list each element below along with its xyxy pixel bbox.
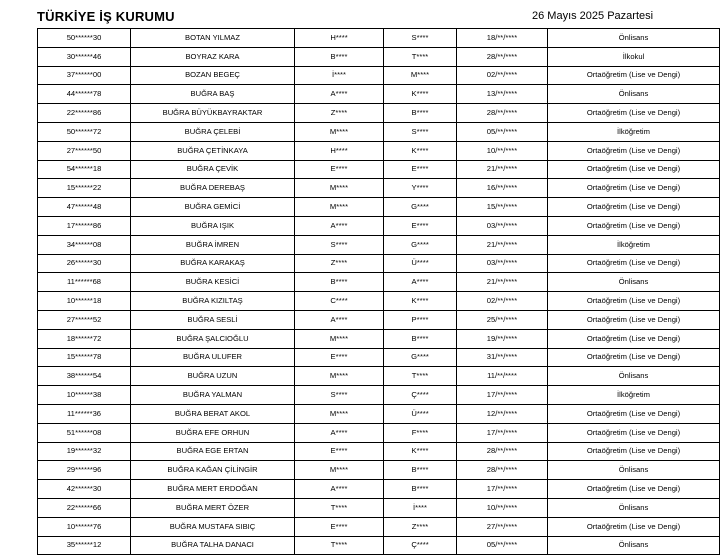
- masked-id-cell: 19******32: [38, 442, 131, 461]
- full-name-cell: BUĞRA MERT ERDOĞAN: [131, 480, 295, 499]
- first-initial-cell: H****: [295, 29, 384, 48]
- first-initial-cell: B****: [295, 273, 384, 292]
- first-initial-cell: M****: [295, 367, 384, 386]
- education-level-cell: Önlisans: [548, 498, 720, 517]
- second-initial-cell: T****: [384, 47, 457, 66]
- report-date: 26 Mayıs 2025 Pazartesi: [532, 10, 654, 22]
- second-initial-cell: Y****: [384, 179, 457, 198]
- masked-id-cell: 18******72: [38, 329, 131, 348]
- second-initial-cell: K****: [384, 442, 457, 461]
- full-name-cell: BOTAN YILMAZ: [131, 29, 295, 48]
- second-initial-cell: G****: [384, 235, 457, 254]
- birth-date-cell: 16/**/****: [457, 179, 548, 198]
- education-level-cell: İlkokul: [548, 47, 720, 66]
- table-row: [38, 104, 720, 123]
- table-row: [38, 404, 720, 423]
- second-initial-cell: A****: [384, 273, 457, 292]
- education-level-cell: İlköğretim: [548, 235, 720, 254]
- masked-id-cell: 38******54: [38, 367, 131, 386]
- masked-id-cell: 42******30: [38, 480, 131, 499]
- table-row: [38, 179, 720, 198]
- birth-date-cell: 21/**/****: [457, 235, 548, 254]
- full-name-cell: BUĞRA BAŞ: [131, 85, 295, 104]
- masked-id-cell: 37******00: [38, 66, 131, 85]
- table-row: [38, 66, 720, 85]
- education-level-cell: Ortaöğretim (Lise ve Dengi): [548, 517, 720, 536]
- first-initial-cell: T****: [295, 498, 384, 517]
- education-level-cell: Ortaöğretim (Lise ve Dengi): [548, 104, 720, 123]
- full-name-cell: BUĞRA KIZILTAŞ: [131, 292, 295, 311]
- table-row: [38, 310, 720, 329]
- birth-date-cell: 19/**/****: [457, 329, 548, 348]
- full-name-cell: BUĞRA UZUN: [131, 367, 295, 386]
- education-level-cell: Ortaöğretim (Lise ve Dengi): [548, 480, 720, 499]
- birth-date-cell: 17/**/****: [457, 386, 548, 405]
- masked-id-cell: 17******86: [38, 216, 131, 235]
- table-row: [38, 160, 720, 179]
- second-initial-cell: B****: [384, 480, 457, 499]
- table-row: [38, 122, 720, 141]
- first-initial-cell: M****: [295, 179, 384, 198]
- full-name-cell: BUĞRA YALMAN: [131, 386, 295, 405]
- second-initial-cell: E****: [384, 160, 457, 179]
- full-name-cell: BOZAN BEGEÇ: [131, 66, 295, 85]
- education-level-cell: Ortaöğretim (Lise ve Dengi): [548, 198, 720, 217]
- table-row: [38, 198, 720, 217]
- birth-date-cell: 15/**/****: [457, 198, 548, 217]
- education-level-cell: Önlisans: [548, 273, 720, 292]
- first-initial-cell: A****: [295, 310, 384, 329]
- masked-id-cell: 11******68: [38, 273, 131, 292]
- full-name-cell: BUĞRA ÇEVİK: [131, 160, 295, 179]
- masked-id-cell: 15******78: [38, 348, 131, 367]
- first-initial-cell: E****: [295, 442, 384, 461]
- masked-id-cell: 15******22: [38, 179, 131, 198]
- birth-date-cell: 28/**/****: [457, 461, 548, 480]
- birth-date-cell: 18/**/****: [457, 29, 548, 48]
- first-initial-cell: S****: [295, 386, 384, 405]
- table-row: [38, 367, 720, 386]
- birth-date-cell: 21/**/****: [457, 273, 548, 292]
- table-row: [38, 386, 720, 405]
- table-row: [38, 517, 720, 536]
- table-row: [38, 442, 720, 461]
- full-name-cell: BUĞRA KARAKAŞ: [131, 254, 295, 273]
- education-level-cell: Ortaöğretim (Lise ve Dengi): [548, 179, 720, 198]
- first-initial-cell: Z****: [295, 104, 384, 123]
- full-name-cell: BUĞRA ŞALCIOĞLU: [131, 329, 295, 348]
- second-initial-cell: B****: [384, 329, 457, 348]
- second-initial-cell: B****: [384, 104, 457, 123]
- table-row: [38, 536, 720, 555]
- masked-id-cell: 27******50: [38, 141, 131, 160]
- second-initial-cell: G****: [384, 348, 457, 367]
- masked-id-cell: 10******18: [38, 292, 131, 311]
- education-level-cell: Ortaöğretim (Lise ve Dengi): [548, 160, 720, 179]
- full-name-cell: BUĞRA MUSTAFA SIBIÇ: [131, 517, 295, 536]
- masked-id-cell: 44******78: [38, 85, 131, 104]
- birth-date-cell: 05/**/****: [457, 536, 548, 555]
- birth-date-cell: 28/**/****: [457, 47, 548, 66]
- table-row: [38, 480, 720, 499]
- second-initial-cell: Ü****: [384, 254, 457, 273]
- masked-id-cell: 11******36: [38, 404, 131, 423]
- second-initial-cell: F****: [384, 423, 457, 442]
- table-row: [38, 423, 720, 442]
- masked-id-cell: 34******08: [38, 235, 131, 254]
- birth-date-cell: 31/**/****: [457, 348, 548, 367]
- education-level-cell: Ortaöğretim (Lise ve Dengi): [548, 216, 720, 235]
- table-row: [38, 498, 720, 517]
- table-row: [38, 47, 720, 66]
- first-initial-cell: M****: [295, 198, 384, 217]
- table-row: [38, 273, 720, 292]
- first-initial-cell: A****: [295, 480, 384, 499]
- education-level-cell: Önlisans: [548, 536, 720, 555]
- organization-title: TÜRKİYE İŞ KURUMU: [37, 9, 175, 24]
- first-initial-cell: E****: [295, 348, 384, 367]
- masked-id-cell: 26******30: [38, 254, 131, 273]
- first-initial-cell: A****: [295, 85, 384, 104]
- full-name-cell: BUĞRA ÇETİNKAYA: [131, 141, 295, 160]
- second-initial-cell: Z****: [384, 517, 457, 536]
- records-table-body: [38, 29, 720, 555]
- second-initial-cell: K****: [384, 292, 457, 311]
- masked-id-cell: 50******72: [38, 122, 131, 141]
- education-level-cell: Ortaöğretim (Lise ve Dengi): [548, 254, 720, 273]
- table-row: [38, 461, 720, 480]
- full-name-cell: BUĞRA ULUFER: [131, 348, 295, 367]
- second-initial-cell: K****: [384, 85, 457, 104]
- first-initial-cell: H****: [295, 141, 384, 160]
- birth-date-cell: 27/**/****: [457, 517, 548, 536]
- first-initial-cell: İ****: [295, 66, 384, 85]
- birth-date-cell: 28/**/****: [457, 442, 548, 461]
- full-name-cell: BUĞRA BÜYÜKBAYRAKTAR: [131, 104, 295, 123]
- page-header: [0, 0, 720, 28]
- full-name-cell: BUĞRA KAĞAN ÇİLİNGİR: [131, 461, 295, 480]
- first-initial-cell: E****: [295, 160, 384, 179]
- second-initial-cell: E****: [384, 216, 457, 235]
- full-name-cell: BUĞRA BERAT AKOL: [131, 404, 295, 423]
- second-initial-cell: S****: [384, 29, 457, 48]
- first-initial-cell: T****: [295, 536, 384, 555]
- education-level-cell: İlköğretim: [548, 386, 720, 405]
- education-level-cell: Ortaöğretim (Lise ve Dengi): [548, 348, 720, 367]
- education-level-cell: Ortaöğretim (Lise ve Dengi): [548, 329, 720, 348]
- education-level-cell: İlköğretim: [548, 122, 720, 141]
- birth-date-cell: 13/**/****: [457, 85, 548, 104]
- birth-date-cell: 02/**/****: [457, 66, 548, 85]
- education-level-cell: Ortaöğretim (Lise ve Dengi): [548, 141, 720, 160]
- table-row: [38, 29, 720, 48]
- second-initial-cell: K****: [384, 141, 457, 160]
- first-initial-cell: M****: [295, 329, 384, 348]
- table-row: [38, 254, 720, 273]
- masked-id-cell: 47******48: [38, 198, 131, 217]
- second-initial-cell: S****: [384, 122, 457, 141]
- birth-date-cell: 11/**/****: [457, 367, 548, 386]
- table-row: [38, 141, 720, 160]
- education-level-cell: Ortaöğretim (Lise ve Dengi): [548, 292, 720, 311]
- first-initial-cell: C****: [295, 292, 384, 311]
- masked-id-cell: 22******66: [38, 498, 131, 517]
- second-initial-cell: P****: [384, 310, 457, 329]
- full-name-cell: BOYRAZ KARA: [131, 47, 295, 66]
- birth-date-cell: 10/**/****: [457, 498, 548, 517]
- full-name-cell: BUĞRA EFE ORHUN: [131, 423, 295, 442]
- masked-id-cell: 29******96: [38, 461, 131, 480]
- second-initial-cell: M****: [384, 66, 457, 85]
- first-initial-cell: B****: [295, 47, 384, 66]
- birth-date-cell: 21/**/****: [457, 160, 548, 179]
- table-row: [38, 235, 720, 254]
- masked-id-cell: 51******08: [38, 423, 131, 442]
- second-initial-cell: G****: [384, 198, 457, 217]
- birth-date-cell: 17/**/****: [457, 423, 548, 442]
- table-row: [38, 348, 720, 367]
- table-row: [38, 329, 720, 348]
- masked-id-cell: 30******46: [38, 47, 131, 66]
- birth-date-cell: 25/**/****: [457, 310, 548, 329]
- records-table: [37, 28, 720, 555]
- education-level-cell: Önlisans: [548, 367, 720, 386]
- first-initial-cell: A****: [295, 423, 384, 442]
- full-name-cell: BUĞRA MERT ÖZER: [131, 498, 295, 517]
- birth-date-cell: 03/**/****: [457, 254, 548, 273]
- second-initial-cell: Ç****: [384, 536, 457, 555]
- full-name-cell: BUĞRA SESLİ: [131, 310, 295, 329]
- full-name-cell: BUĞRA IŞIK: [131, 216, 295, 235]
- first-initial-cell: A****: [295, 216, 384, 235]
- education-level-cell: Ortaöğretim (Lise ve Dengi): [548, 423, 720, 442]
- full-name-cell: BUĞRA EGE ERTAN: [131, 442, 295, 461]
- education-level-cell: Ortaöğretim (Lise ve Dengi): [548, 404, 720, 423]
- second-initial-cell: T****: [384, 367, 457, 386]
- birth-date-cell: 10/**/****: [457, 141, 548, 160]
- second-initial-cell: Ü****: [384, 404, 457, 423]
- masked-id-cell: 50******30: [38, 29, 131, 48]
- table-row: [38, 216, 720, 235]
- birth-date-cell: 05/**/****: [457, 122, 548, 141]
- table-row: [38, 85, 720, 104]
- full-name-cell: BUĞRA TALHA DANACI: [131, 536, 295, 555]
- full-name-cell: BUĞRA ÇELEBİ: [131, 122, 295, 141]
- birth-date-cell: 02/**/****: [457, 292, 548, 311]
- full-name-cell: BUĞRA GEMİCİ: [131, 198, 295, 217]
- full-name-cell: BUĞRA KESİCİ: [131, 273, 295, 292]
- table-row: [38, 292, 720, 311]
- second-initial-cell: B****: [384, 461, 457, 480]
- first-initial-cell: M****: [295, 122, 384, 141]
- birth-date-cell: 17/**/****: [457, 480, 548, 499]
- education-level-cell: Önlisans: [548, 29, 720, 48]
- education-level-cell: Ortaöğretim (Lise ve Dengi): [548, 442, 720, 461]
- full-name-cell: BUĞRA İMREN: [131, 235, 295, 254]
- education-level-cell: Önlisans: [548, 461, 720, 480]
- birth-date-cell: 28/**/****: [457, 104, 548, 123]
- masked-id-cell: 10******38: [38, 386, 131, 405]
- birth-date-cell: 03/**/****: [457, 216, 548, 235]
- full-name-cell: BUĞRA DEREBAŞ: [131, 179, 295, 198]
- first-initial-cell: S****: [295, 235, 384, 254]
- first-initial-cell: M****: [295, 404, 384, 423]
- masked-id-cell: 35******12: [38, 536, 131, 555]
- masked-id-cell: 54******18: [38, 160, 131, 179]
- first-initial-cell: Z****: [295, 254, 384, 273]
- second-initial-cell: Ç****: [384, 386, 457, 405]
- education-level-cell: Ortaöğretim (Lise ve Dengi): [548, 66, 720, 85]
- second-initial-cell: İ****: [384, 498, 457, 517]
- masked-id-cell: 27******52: [38, 310, 131, 329]
- masked-id-cell: 10******76: [38, 517, 131, 536]
- first-initial-cell: M****: [295, 461, 384, 480]
- masked-id-cell: 22******86: [38, 104, 131, 123]
- education-level-cell: Ortaöğretim (Lise ve Dengi): [548, 310, 720, 329]
- birth-date-cell: 12/**/****: [457, 404, 548, 423]
- education-level-cell: Önlisans: [548, 85, 720, 104]
- first-initial-cell: E****: [295, 517, 384, 536]
